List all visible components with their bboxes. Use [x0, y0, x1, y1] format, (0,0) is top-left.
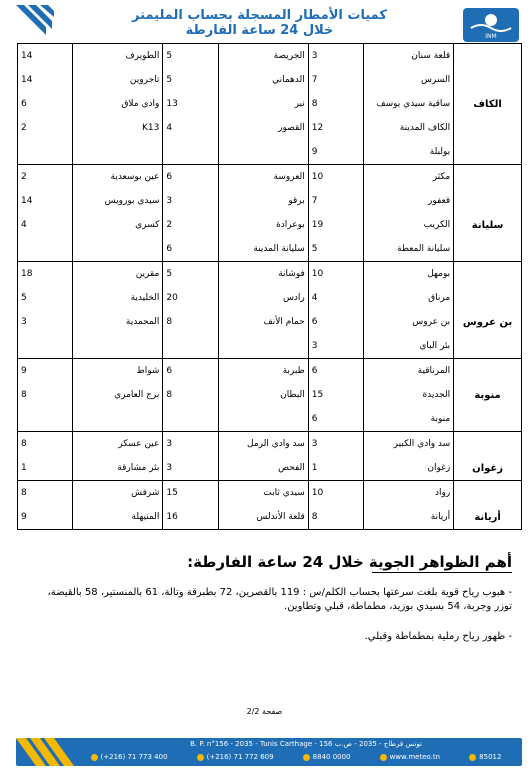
station-cell: بئر الباي	[364, 334, 454, 359]
station-cell	[218, 407, 308, 432]
rainfall-table	[17, 43, 522, 530]
station-cell: سيدي بورويس	[73, 189, 163, 213]
sun-wave-icon	[463, 8, 519, 32]
phone-icon	[91, 754, 98, 761]
page-title: كميات الأمطار المسجلة بحساب المليمتر	[132, 8, 387, 23]
station-cell: قعفور	[364, 189, 454, 213]
footer	[16, 728, 522, 766]
value-cell: 5	[308, 237, 363, 262]
value-cell: 18	[18, 262, 73, 287]
value-cell: 8	[308, 92, 363, 116]
value-cell: 3	[308, 432, 363, 457]
station-cell: برقو	[218, 189, 308, 213]
station-cell: سد وادي الكبير	[364, 432, 454, 457]
table-row	[18, 432, 522, 457]
website-link[interactable]: www.meteo.tn	[389, 753, 441, 761]
station-cell: كسرى	[73, 213, 163, 237]
value-cell: 2	[18, 165, 73, 190]
governorate-cell	[454, 432, 522, 457]
station-cell: الدهماني	[218, 68, 308, 92]
phenomena-title: أهم الظواهر الجوية خلال 24 ساعة الفارطة:	[187, 553, 512, 571]
phone-1: (+216) 71 773 400	[100, 753, 168, 761]
governorate-cell: أريانة	[454, 505, 522, 530]
value-cell: 4	[308, 286, 363, 310]
value-cell: 8	[163, 383, 218, 407]
value-cell: 15	[308, 383, 363, 407]
value-cell: 13	[163, 92, 218, 116]
governorate-cell	[454, 68, 522, 92]
station-cell: مرناق	[364, 286, 454, 310]
phenomena-item: - ظهور رياح رملية بمطماطة وقبلي.	[364, 631, 512, 642]
value-cell: 6	[163, 165, 218, 190]
title-underline	[372, 572, 512, 573]
value-cell: 3	[163, 432, 218, 457]
station-cell: المرناقية	[364, 359, 454, 384]
station-cell	[73, 237, 163, 262]
value-cell: 2	[18, 116, 73, 140]
value-cell: 19	[308, 213, 363, 237]
station-cell: برج العامري	[73, 383, 163, 407]
fax-icon	[197, 754, 204, 761]
table-row	[18, 68, 522, 92]
code: 85012	[479, 753, 502, 761]
station-cell: الخليدية	[73, 286, 163, 310]
value-cell	[18, 407, 73, 432]
table-row	[18, 407, 522, 432]
value-cell: 4	[18, 213, 73, 237]
station-cell: العروسة	[218, 165, 308, 190]
value-cell: 5	[18, 286, 73, 310]
logo-text: INM	[485, 33, 497, 40]
station-cell: الكاف المدينة	[364, 116, 454, 140]
value-cell: 5	[163, 262, 218, 287]
phone-3: 8840 0000	[312, 753, 351, 761]
station-cell: وادي ملاق	[73, 92, 163, 116]
info-icon	[469, 754, 476, 761]
value-cell: 7	[308, 68, 363, 92]
value-cell: 8	[18, 432, 73, 457]
globe-icon	[380, 754, 387, 761]
value-cell: 9	[18, 359, 73, 384]
value-cell: 6	[163, 237, 218, 262]
value-cell: 12	[308, 116, 363, 140]
governorate-cell: زغوان	[454, 456, 522, 481]
value-cell: 14	[18, 189, 73, 213]
phone-icon	[303, 754, 310, 761]
governorate-cell	[454, 407, 522, 432]
station-cell: شواط	[73, 359, 163, 384]
governorate-cell: الكاف	[454, 92, 522, 116]
station-cell: السرس	[364, 68, 454, 92]
value-cell: 3	[308, 44, 363, 69]
value-cell: 15	[163, 481, 218, 506]
station-cell: بومهل	[364, 262, 454, 287]
station-cell: طبربة	[218, 359, 308, 384]
value-cell: 1	[18, 456, 73, 481]
footer-contacts	[76, 753, 516, 761]
station-cell: الطويرف	[73, 44, 163, 69]
table-row	[18, 116, 522, 140]
value-cell: 3	[308, 334, 363, 359]
station-cell: تاجروين	[73, 68, 163, 92]
governorate-cell	[454, 44, 522, 69]
value-cell: 9	[18, 505, 73, 530]
table-row	[18, 286, 522, 310]
value-cell: 3	[163, 189, 218, 213]
governorate-cell	[454, 165, 522, 190]
table-row	[18, 189, 522, 213]
table-row	[18, 140, 522, 165]
station-cell: المنيهلة	[73, 505, 163, 530]
station-cell: منوبة	[364, 407, 454, 432]
station-cell	[73, 334, 163, 359]
station-cell: مكثر	[364, 165, 454, 190]
station-cell: الكريب	[364, 213, 454, 237]
governorate-cell	[454, 481, 522, 506]
station-cell: نبر	[218, 92, 308, 116]
stripes-logo-icon	[14, 5, 54, 39]
page-number: صفحة 2/2	[246, 707, 283, 716]
value-cell: 9	[308, 140, 363, 165]
page-subtitle: خلال 24 ساعة الفارطة	[185, 23, 334, 38]
value-cell: 10	[308, 262, 363, 287]
station-cell: قلعة الأندلس	[218, 505, 308, 530]
value-cell: 20	[163, 286, 218, 310]
station-cell: شرفش	[73, 481, 163, 506]
value-cell: 14	[18, 68, 73, 92]
table-row	[18, 165, 522, 190]
governorate-cell: بن عروس	[454, 310, 522, 334]
code-contact	[469, 753, 501, 761]
station-cell: رواد	[364, 481, 454, 506]
website-contact[interactable]	[380, 753, 441, 761]
governorate-cell	[454, 116, 522, 140]
station-cell: بولبلة	[364, 140, 454, 165]
value-cell: 8	[163, 310, 218, 334]
governorate-cell: منوبة	[454, 383, 522, 407]
value-cell: 6	[308, 359, 363, 384]
station-cell: عين بوسعدية	[73, 165, 163, 190]
station-cell	[218, 334, 308, 359]
table-row	[18, 359, 522, 384]
station-cell: الجديدة	[364, 383, 454, 407]
value-cell	[163, 140, 218, 165]
value-cell: 3	[163, 456, 218, 481]
value-cell: 5	[163, 44, 218, 69]
station-cell: ساقية سيدي يوسف	[364, 92, 454, 116]
value-cell: 10	[308, 481, 363, 506]
station-cell: بن عروس	[364, 310, 454, 334]
station-cell: زغوان	[364, 456, 454, 481]
phone-2: (+216) 71 772 609	[206, 753, 274, 761]
value-cell: 5	[163, 68, 218, 92]
inm-logo-icon	[463, 8, 519, 42]
station-cell	[73, 140, 163, 165]
value-cell: 8	[18, 481, 73, 506]
station-cell: K13	[73, 116, 163, 140]
table-row	[18, 505, 522, 530]
value-cell	[18, 334, 73, 359]
value-cell: 10	[308, 165, 363, 190]
station-cell: سد وادي الرمل	[218, 432, 308, 457]
table-row	[18, 334, 522, 359]
station-cell: المحمدية	[73, 310, 163, 334]
table-row	[18, 481, 522, 506]
value-cell: 3	[18, 310, 73, 334]
governorate-cell	[454, 286, 522, 310]
value-cell	[18, 140, 73, 165]
value-cell	[163, 407, 218, 432]
value-cell: 14	[18, 44, 73, 69]
station-cell	[218, 140, 308, 165]
value-cell: 2	[163, 213, 218, 237]
station-cell: القصور	[218, 116, 308, 140]
station-cell: سيدي ثابت	[218, 481, 308, 506]
governorate-cell	[454, 140, 522, 165]
phone-contact	[91, 753, 168, 761]
value-cell: 6	[308, 310, 363, 334]
value-cell: 6	[163, 359, 218, 384]
station-cell: البطان	[218, 383, 308, 407]
station-cell: قلعة سنان	[364, 44, 454, 69]
station-cell: الجريصة	[218, 44, 308, 69]
station-cell: بوعرادة	[218, 213, 308, 237]
table-row	[18, 456, 522, 481]
governorate-cell	[454, 334, 522, 359]
station-cell: فوشانة	[218, 262, 308, 287]
value-cell	[18, 237, 73, 262]
phone-contact	[197, 753, 274, 761]
station-cell	[73, 407, 163, 432]
table-row	[18, 44, 522, 69]
value-cell: 6	[18, 92, 73, 116]
value-cell: 8	[308, 505, 363, 530]
station-cell: الفحص	[218, 456, 308, 481]
governorate-cell: سليانة	[454, 213, 522, 237]
governorate-cell	[454, 262, 522, 287]
value-cell: 6	[308, 407, 363, 432]
governorate-cell	[454, 237, 522, 262]
value-cell: 1	[308, 456, 363, 481]
value-cell: 7	[308, 189, 363, 213]
value-cell: 8	[18, 383, 73, 407]
phone-contact	[303, 753, 351, 761]
value-cell: 4	[163, 116, 218, 140]
table-row	[18, 92, 522, 116]
station-cell: أريانة	[364, 505, 454, 530]
station-cell: رادس	[218, 286, 308, 310]
table-row	[18, 383, 522, 407]
value-cell	[163, 334, 218, 359]
station-cell: حمام الأنف	[218, 310, 308, 334]
value-cell: 16	[163, 505, 218, 530]
table-row	[18, 262, 522, 287]
table-row	[18, 310, 522, 334]
table-row	[18, 213, 522, 237]
station-cell: مقرين	[73, 262, 163, 287]
footer-address: B. P. n°156 - 2035 - Tunis Carthage - تونس قرطاج - 2035 - ص.ب 156	[190, 740, 422, 748]
governorate-cell	[454, 359, 522, 384]
station-cell: سليانة المعطة	[364, 237, 454, 262]
table-row	[18, 237, 522, 262]
phenomena-item: - هبوب رياح قوية بلغت سرعتها بحساب الكلم/س : 119 بالقصرين، 72 بطبرقة وتالة، 61 بالمنستير، 58 بالقيضة، توزر وجربة، 54 بسيدي بوزيد، مطماطة، قبلي وتطاوين.	[47, 587, 512, 612]
governorate-cell	[454, 189, 522, 213]
station-cell: بئر مشارقة	[73, 456, 163, 481]
station-cell: عين عسكر	[73, 432, 163, 457]
station-cell: سليانة المدينة	[218, 237, 308, 262]
